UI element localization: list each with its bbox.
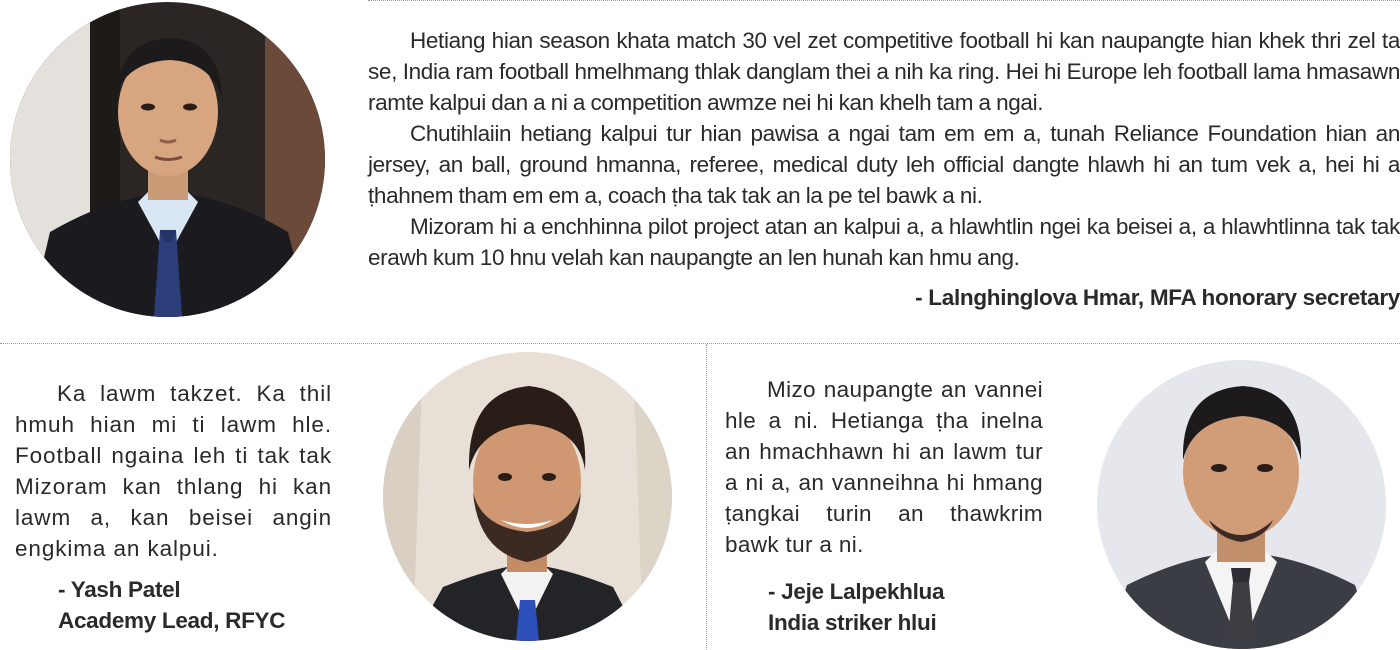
quote-right-text: Mizo naupangte an vannei hle a ni. Hetianga ṭha inelna an hmachhawn hi an lawm tur a ni a, an vanneihna hi hmang ṭangkai turin an thawkrim bawk tur a ni. <box>725 377 1043 557</box>
top-quote-paragraph-1: Hetiang hian season khata match 30 vel zet competitive football hi kan naupangte hian khek thri zel ta se, India ram football hmelhmang thlak danglam thei a nih ka ring. Hei hi Europe leh football lama hmasawn ramte kalpui dan a ni a competition awmze nei hi kan khelh tam a ngai. <box>368 28 1400 115</box>
top-quote-attribution: - Lalnghinglova Hmar, MFA honorary secretary <box>915 285 1400 310</box>
portrait-academy-lead-illustration <box>383 352 672 641</box>
portrait-mfa-secretary-illustration <box>10 2 325 317</box>
quote-left-name: - Yash Patel <box>58 577 181 602</box>
quote-right-name: - Jeje Lalpekhlua <box>768 579 945 604</box>
section-divider <box>0 343 1400 344</box>
portrait-india-striker <box>1097 360 1386 649</box>
column-divider <box>706 344 707 650</box>
quote-left-role: Academy Lead, RFYC <box>58 608 286 633</box>
portrait-academy-lead <box>383 352 672 641</box>
quote-right-role: India striker hlui <box>768 610 937 635</box>
portrait-india-striker-illustration <box>1097 360 1386 649</box>
quote-left-text: Ka lawm takzet. Ka thil hmuh hian mi ti lawm hle. Football ngaina leh ti tak tak Mizoram kan thlang hi kan lawm a, kan beisei angin engkima an kalpui. <box>15 381 332 561</box>
portrait-mfa-secretary <box>10 2 325 317</box>
quote-left-attribution <box>58 574 285 636</box>
top-quote-paragraph-3: Mizoram hi a enchhinna pilot project atan an kalpui a, a hlawhtlin ngei ka beisei a, a hlawhtlinna tak tak erawh kum 10 hnu velah kan naupangte an len hunah kan hmu ang. <box>368 214 1400 270</box>
top-quote <box>368 25 1400 273</box>
quote-right-attribution <box>768 576 944 638</box>
top-divider <box>368 0 1400 1</box>
top-quote-paragraph-2: Chutihlaiin hetiang kalpui tur hian pawisa a ngai tam em em a, tunah Reliance Foundation hian an jersey, an ball, ground hmanna, referee, medical duty leh official dangte hlawh hi an tum vek a, hei hi a ṭhahnem tham em em a, coach ṭha tak tak an la pe tel bawk a ni. <box>368 121 1400 208</box>
